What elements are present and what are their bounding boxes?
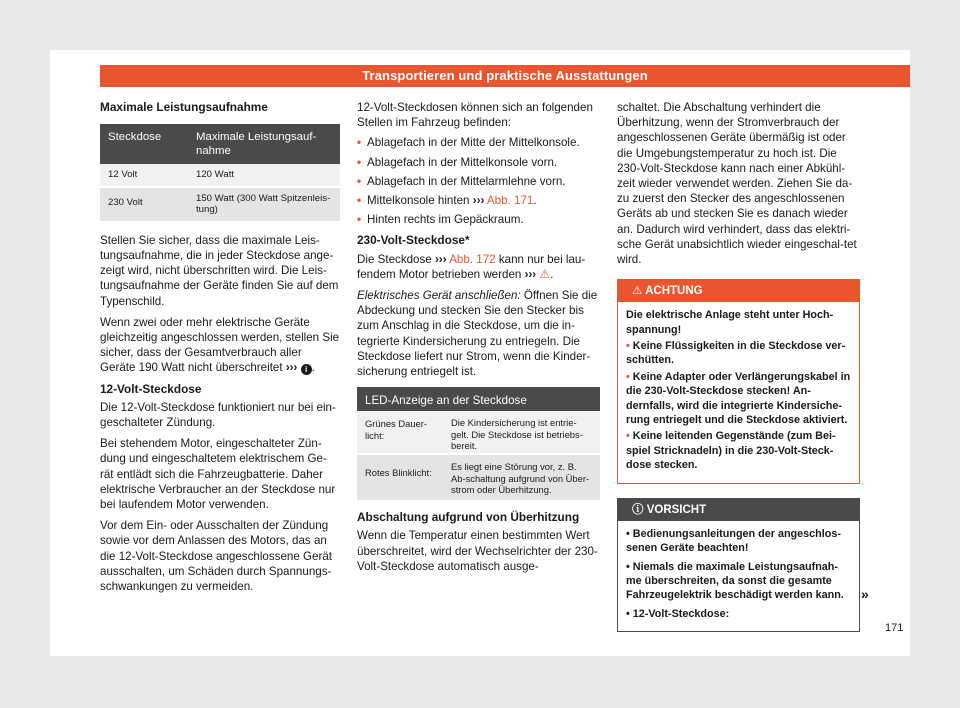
vorsicht-body: [618, 521, 859, 631]
paragraph: Vor dem Ein- oder Ausschalten der Zündung sowie vor dem Anlassen des Motors, das an die 12-Volt-Steckdose angeschlossene Gerät ausschalten, um Schäden durch Spannungs-schwankungen zu vermeiden.: [100, 519, 333, 593]
list-item-text: Niemals die maximale Leistungsaufnah-me überschreiten, da sonst die gesamte Fahrzeugelektrik beschädigt werden kann.: [626, 560, 844, 602]
list-item-text: Bedienungsanleitungen der angeschlos-senen Geräte beachten!: [626, 527, 841, 555]
table-cell: Es liegt eine Störung vor, z. B. Ab-schaltung aufgrund von Über-strom oder Überhitzung.: [443, 453, 600, 500]
list-item: • Keine leitenden Gegenstände (zum Bei-spiel Stricknadeln) in die 230-Volt-Steck-dose stecken.: [626, 430, 836, 472]
list-item: • 12-Volt-Steckdose:: [626, 607, 730, 620]
list-item: • Bedienungsanleitungen der angeschlos-senen Geräte beachten!: [626, 527, 841, 555]
achtung-body: [618, 302, 859, 482]
vorsicht-header: [618, 499, 859, 521]
manual-page: [50, 50, 910, 656]
table-cell: 150 Watt (300 Watt Spitzenleis-tung): [188, 187, 340, 221]
paragraph-text: Öffnen Sie die Abdeckung und stecken Sie den Stecker bis zum Anschlag in die Steckdose, um die in-tegrierte Kindersicherung zu entriegeln. Die Steckdose liefert nur Strom, wenn die Kinder-sicherung entriegelt ist.: [357, 289, 598, 379]
list-item: • Keine Flüssigkeiten in die Steckdose ver-schütten.: [626, 340, 846, 367]
reference-arrows: ›››: [435, 252, 447, 266]
list-item-text: Keine Flüssigkeiten in die Steckdose ver-schütten.: [626, 340, 846, 367]
heading-230v: 230-Volt-Steckdose*: [357, 233, 470, 248]
list-item: • Mittelkonsole hinten ››› Abb. 171.: [357, 193, 600, 208]
table-header: Steckdose: [100, 124, 188, 164]
table-cell: 120 Watt: [188, 164, 340, 187]
list-item: • Ablagefach in der Mittelarmlehne vorn.: [357, 174, 600, 189]
list-item: • Keine Adapter oder Verlängerungskabel in die 230-Volt-Steckdose stecken! An-dernfalls, wird die integrierte Kindersiche-rung entriegelt und die Steckdose aktiviert.: [626, 370, 851, 427]
led-table: [357, 387, 600, 500]
list-item-text: Keine leitenden Gegenstände (zum Bei-spiel Stricknadeln) in die 230-Volt-Steck-dose stecken.: [626, 430, 836, 472]
table-cell: 230 Volt: [100, 187, 188, 221]
reference-arrows: ›››: [285, 361, 298, 375]
paragraph: Stellen Sie sicher, dass die maximale Leis-tungsaufnahme, die in jeder Steckdose ange-zeigt wird, nicht überschritten wird. Die Leis-tungsaufnahme der Geräte finden Sie auf dem Typenschild.: [100, 233, 339, 308]
led-table-title: LED-Anzeige an der Steckdose: [357, 387, 600, 411]
table-cell: Die Kindersicherung ist entrie-gelt. Die Steckdose ist betriebs-bereit.: [443, 411, 600, 453]
list-item-text: Keine Adapter oder Verlängerungskabel in die 230-Volt-Steckdose stecken! An-dernfalls, wird die integrierte Kindersiche-rung entriegelt und die Steckdose aktiviert.: [626, 370, 851, 427]
column-1: [100, 100, 340, 600]
achtung-title: ACHTUNG: [645, 285, 703, 298]
paragraph: 12-Volt-Steckdosen können sich an folgenden Stellen im Fahrzeug befinden:: [357, 101, 593, 130]
table-row: [357, 411, 600, 453]
power-table: [100, 124, 340, 221]
info-circle-icon: ⓘ: [632, 503, 644, 516]
table-cell: Rotes Blinklicht:: [357, 453, 443, 500]
table-cell: 12 Volt: [100, 164, 188, 187]
heading-overheat: Abschaltung aufgrund von Überhitzung: [357, 510, 580, 525]
vorsicht-box: [617, 498, 860, 632]
reference-arrows: ›››: [524, 267, 537, 281]
list-item: • Ablagefach in der Mittelkonsole vorn.: [357, 155, 600, 170]
socket-locations-list: [357, 135, 600, 227]
paragraph-label: Elektrisches Gerät anschließen:: [357, 289, 521, 303]
paragraph: Bei stehendem Motor, eingeschalteter Zün-dung und eingeschaltetem elektrischem Ge-rät entlädt sich die Fahrzeugbatterie. Daher elektrische Verbraucher an der Steckdose nur bei laufendem Motor verwenden.: [100, 437, 336, 511]
table-cell: Grünes Dauer-licht:: [357, 411, 443, 453]
achtung-intro: Die elektrische Anlage steht unter Hoch-spannung!: [626, 309, 834, 336]
table-row: [357, 453, 600, 500]
heading-max-power: Maximale Leistungsaufnahme: [100, 100, 268, 114]
heading-12v: 12-Volt-Steckdose: [100, 381, 202, 396]
paragraph: [357, 288, 600, 379]
list-item: • Hinten rechts im Gepäckraum.: [357, 212, 600, 227]
warning-triangle-icon[interactable]: ⚠: [539, 266, 551, 281]
achtung-header: [618, 280, 859, 302]
figure-link-171[interactable]: Abb. 171: [486, 194, 534, 208]
list-item: • Niemals die maximale Leistungsaufnah-me überschreiten, da sonst die gesamte Fahrzeugelektrik beschädigt werden kann.: [626, 560, 844, 602]
paragraph-text: Die Steckdose: [357, 252, 432, 266]
continue-icon: »: [861, 586, 869, 602]
section-header: Transportieren und praktische Ausstattungen: [100, 65, 910, 87]
list-item-text: 12-Volt-Steckdose:: [632, 607, 730, 620]
paragraph: Die Steckdose ››› Abb. 172 kann nur bei lau-fendem Motor betrieben werden ››› ⚠.: [357, 252, 586, 281]
paragraph: Die 12-Volt-Steckdose funktioniert nur bei ein-geschalteter Zündung.: [100, 400, 336, 429]
paragraph-text: Wenn zwei oder mehr elektrische Geräte gleichzeitig angeschlossen werden, stellen Sie sicher, dass der Gesamtverbrauch aller Geräte 190 Watt nicht überschreitet: [100, 315, 340, 375]
paragraph: Wenn zwei oder mehr elektrische Geräte gleichzeitig angeschlossen werden, stellen Sie sicher, dass der Gesamtverbrauch aller Geräte 190 Watt nicht überschreitet ››› i .: [100, 315, 340, 375]
info-icon: i: [301, 364, 312, 375]
table-header: Maximale Leistungsauf-nahme: [188, 124, 340, 164]
warning-triangle-icon: ⚠: [632, 285, 643, 298]
paragraph-text: kann nur bei lau-fendem Motor betrieben werden: [357, 252, 586, 281]
column-3: [617, 100, 860, 632]
list-item: • Ablagefach in der Mitte der Mittelkonsole.: [357, 135, 600, 150]
list-item-text: Mittelkonsole hinten: [367, 194, 470, 208]
vorsicht-title: VORSICHT: [646, 503, 707, 516]
column-2: [357, 100, 600, 580]
reference-arrows: ›››: [472, 194, 485, 208]
achtung-box: [617, 279, 860, 483]
paragraph: Wenn die Temperatur einen bestimmten Wert überschreitet, wird der Wechselrichter der 230-Volt-Steckdose automatisch ausge-: [357, 529, 598, 573]
paragraph: schaltet. Die Abschaltung verhindert die Überhitzung, wenn der Stromverbrauch der angeschlossenen Geräte übermäßig ist oder die Umgebungstemperatur zu hoch ist. Die 230-Volt-Steckdose kann nach einer Abkühl-zeit wieder verwendet werden. Ziehen Sie da-zu zuerst den Stecker des angeschlossenen Geräts ab und stecken Sie es danach wieder an. Dadurch wird verhindert, dass das elektri-sche Gerät unabsichtlich wieder eingeschal-tet wird.: [617, 101, 857, 267]
page-number: 171: [885, 622, 904, 634]
figure-link-172[interactable]: Abb. 172: [449, 252, 496, 266]
